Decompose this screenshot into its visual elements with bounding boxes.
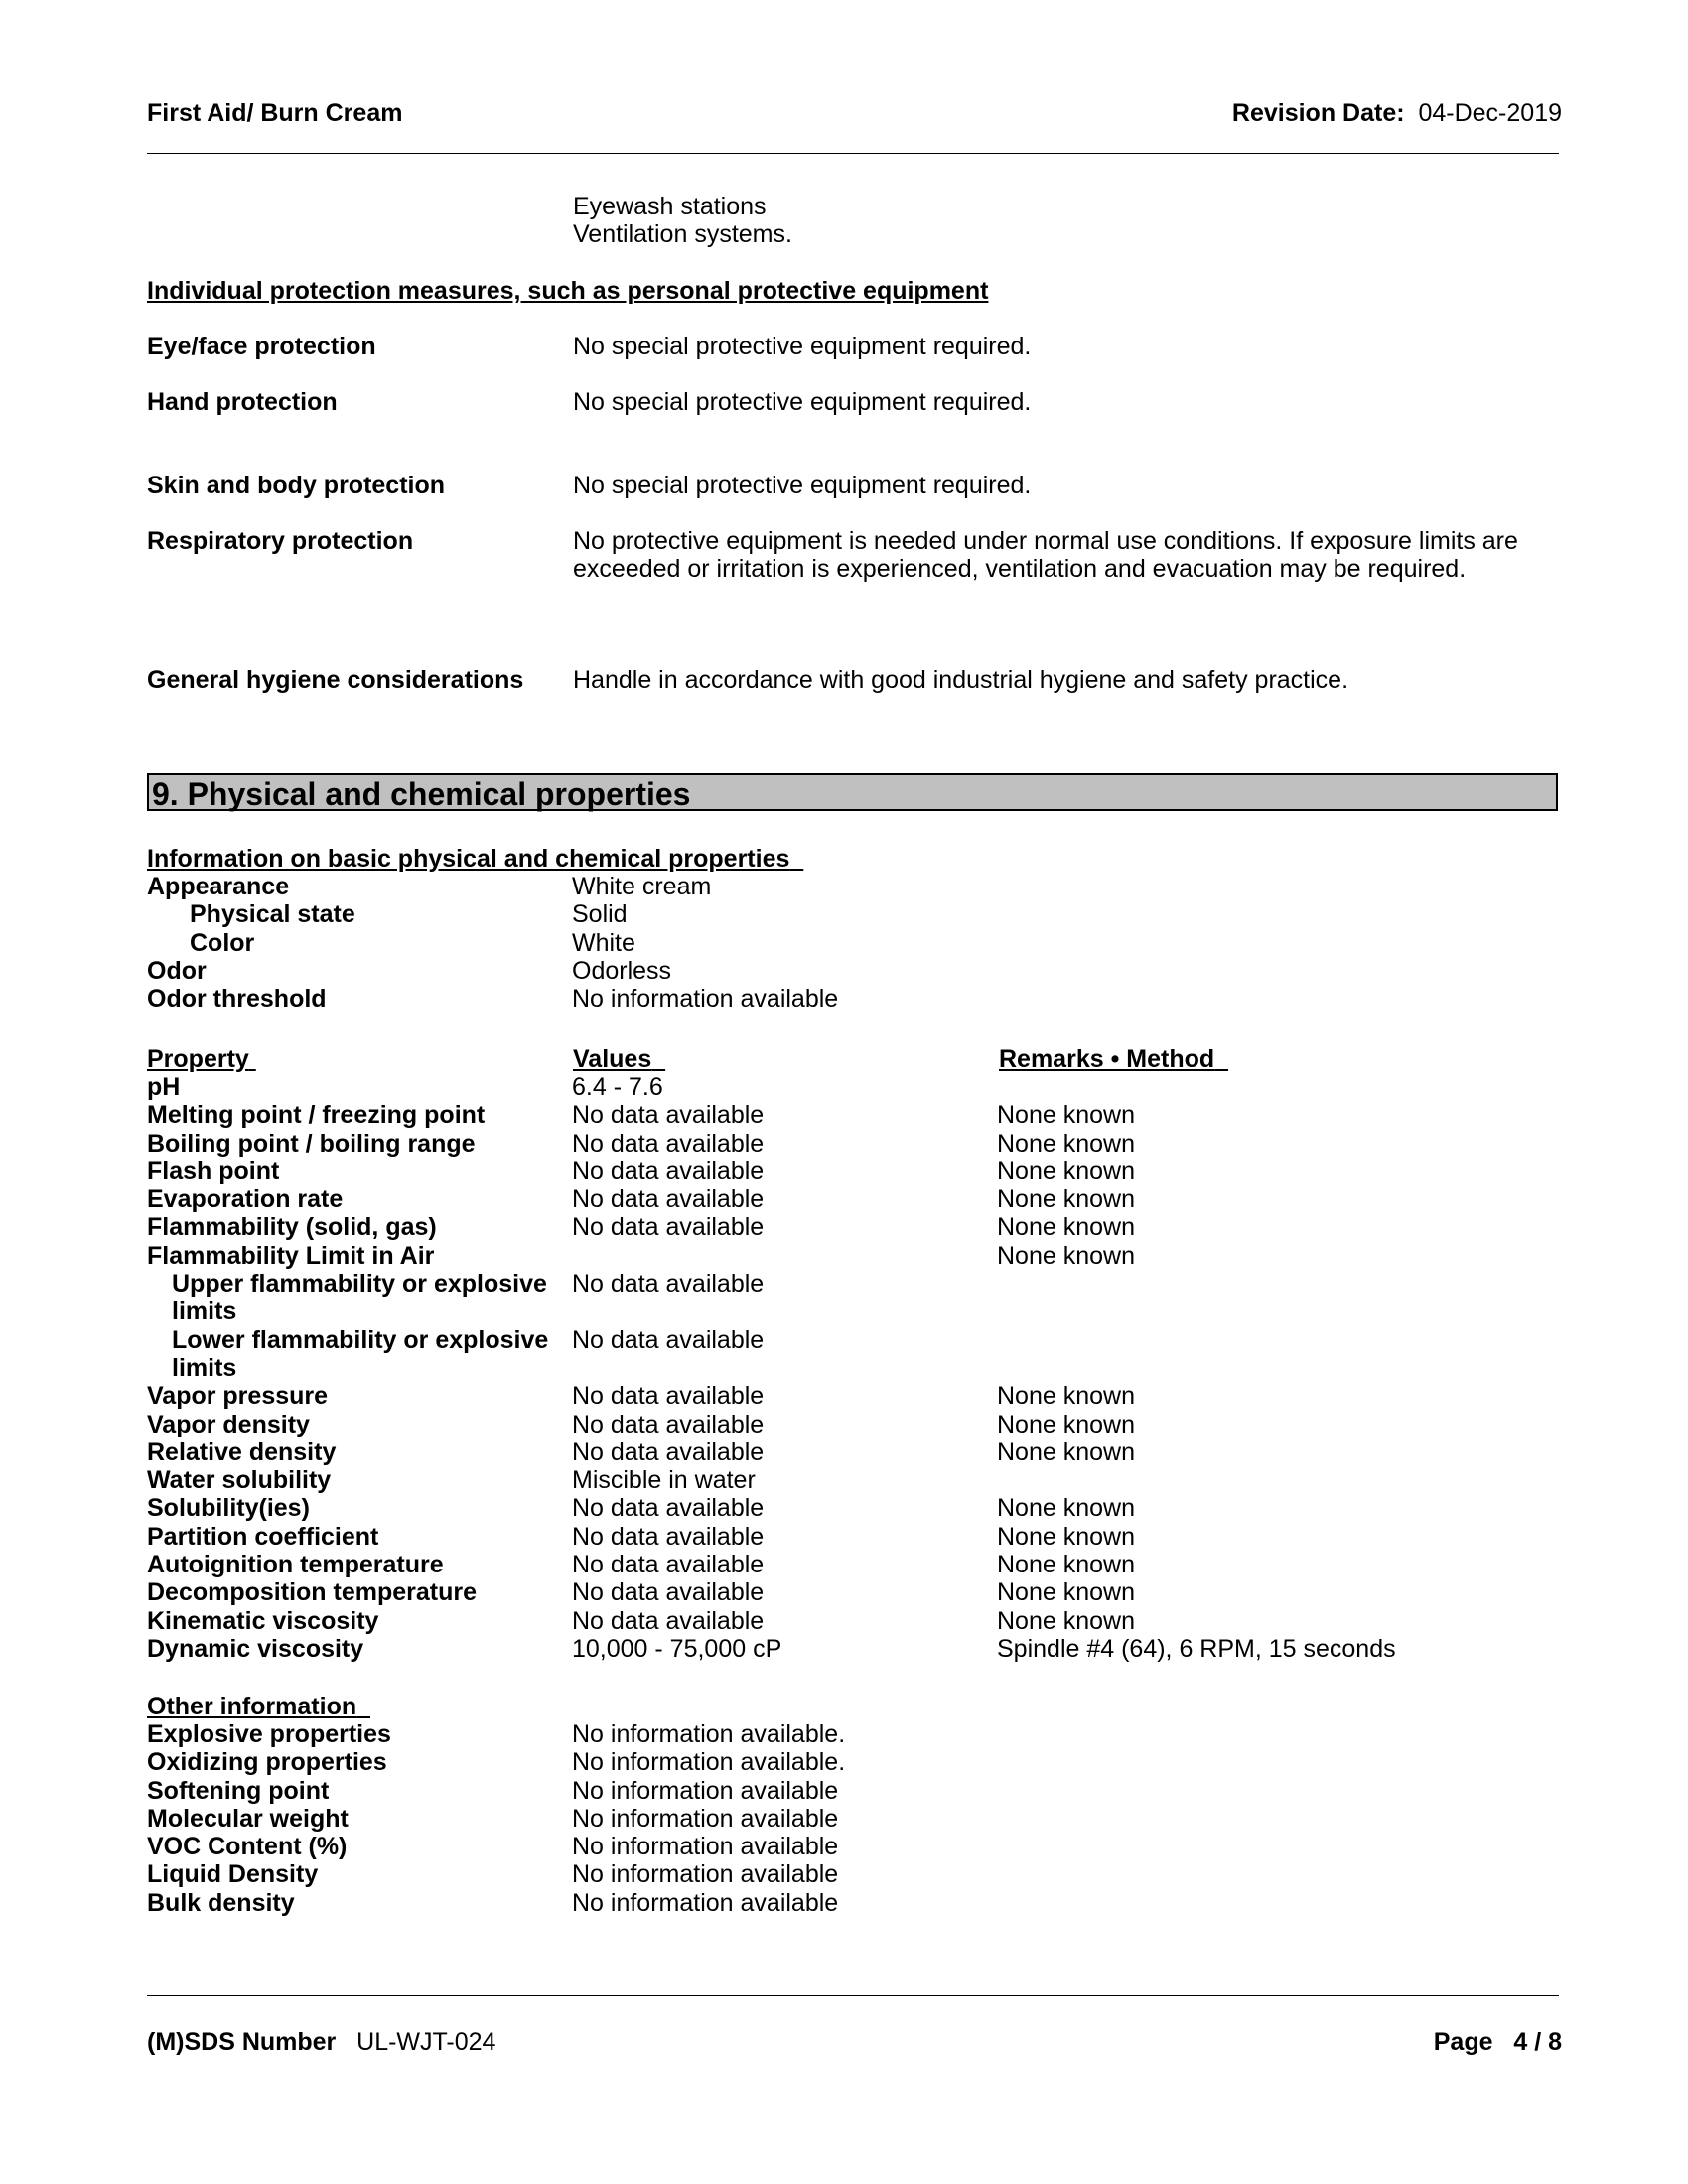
basic-property-value: White <box>572 928 635 957</box>
respiratory-protection-value-1: No protective equipment is needed under normal use conditions. If exposure limits are <box>573 527 1518 555</box>
property-name: Autoignition temperature <box>147 1551 444 1579</box>
property-name: Evaporation rate <box>147 1185 344 1214</box>
sds-label: (M)SDS Number <box>147 2028 337 2056</box>
basic-property-label: Odor threshold <box>147 985 327 1014</box>
property-row <box>147 1158 1537 1185</box>
page-value: 4 / 8 <box>1513 2028 1562 2056</box>
engineering-line-1: Eyewash stations <box>573 193 767 220</box>
page-number <box>1434 2028 1562 2056</box>
property-remark: None known <box>997 1410 1135 1438</box>
other-property-label: Oxidizing properties <box>147 1748 387 1777</box>
property-value: No data available <box>572 1494 765 1523</box>
property-remark: None known <box>997 1129 1135 1158</box>
hand-protection-value: No special protective equipment required. <box>573 388 1032 416</box>
property-remark: None known <box>997 1578 1135 1607</box>
property-row <box>147 1635 1537 1663</box>
property-remark: None known <box>997 1382 1135 1411</box>
property-remark: None known <box>997 1185 1135 1214</box>
property-name: Flash point <box>147 1157 280 1185</box>
section-9-title: 9. Physical and chemical properties <box>152 776 691 812</box>
property-row <box>147 1270 1537 1326</box>
property-row <box>147 1523 1537 1551</box>
revision-date <box>1232 99 1562 127</box>
property-name: pH <box>147 1073 181 1101</box>
property-name: Melting point / freezing point <box>147 1101 486 1130</box>
property-row <box>147 1411 1537 1438</box>
other-property-label: Explosive properties <box>147 1720 391 1748</box>
property-name: Upper flammability or explosive limits <box>172 1270 547 1326</box>
section-9-header <box>147 773 1558 811</box>
other-property-value: No information available. <box>572 1748 846 1777</box>
other-property-label: Molecular weight <box>147 1804 349 1833</box>
property-value: No data available <box>572 1157 765 1185</box>
basic-property-label: Color <box>190 928 255 957</box>
property-value: No data available <box>572 1129 765 1158</box>
col-property-header: Property <box>147 1045 249 1073</box>
property-value: No data available <box>572 1325 765 1354</box>
basic-property-row <box>147 900 1140 928</box>
property-name: Kinematic viscosity <box>147 1606 379 1635</box>
property-name: Partition coefficient <box>147 1522 379 1551</box>
other-property-row <box>147 1720 1140 1748</box>
property-value <box>572 1242 997 1270</box>
other-property-value: No information available <box>572 1804 839 1833</box>
property-row <box>147 1326 1537 1383</box>
property-name: Vapor density <box>147 1410 310 1438</box>
property-row <box>147 1551 1537 1578</box>
other-property-value: No information available <box>572 1888 839 1917</box>
basic-property-value: White cream <box>572 873 712 900</box>
property-name: Dynamic viscosity <box>147 1634 364 1663</box>
other-property-value: No information available <box>572 1833 839 1861</box>
basic-property-row <box>147 873 1140 900</box>
hygiene-label: General hygiene considerations <box>147 666 524 694</box>
basic-property-value: Odorless <box>572 956 672 985</box>
other-info-list <box>147 1720 1140 1917</box>
header-rule <box>147 153 1559 154</box>
property-row <box>147 1101 1537 1129</box>
property-value: No data available <box>572 1437 765 1466</box>
property-name: Decomposition temperature <box>147 1578 478 1607</box>
footer-rule <box>147 1995 1559 1996</box>
property-name: Flammability (solid, gas) <box>147 1213 437 1242</box>
col-values-header: Values <box>573 1045 652 1073</box>
hand-protection-label: Hand protection <box>147 388 338 416</box>
property-row <box>147 1382 1537 1410</box>
property-value: No data available <box>572 1606 765 1635</box>
other-property-label: Bulk density <box>147 1888 295 1917</box>
eye-protection-value: No special protective equipment required. <box>573 333 1032 360</box>
property-value: Miscible in water <box>572 1466 756 1495</box>
product-name: First Aid/ Burn Cream <box>147 99 403 127</box>
property-remark: None known <box>997 1101 1135 1130</box>
skin-protection-label: Skin and body protection <box>147 472 446 499</box>
col-remarks-header: Remarks • Method <box>999 1045 1215 1073</box>
property-name: Water solubility <box>147 1466 332 1495</box>
basic-property-row <box>147 957 1140 985</box>
engineering-line-2: Ventilation systems. <box>573 220 792 248</box>
sds-value: UL-WJT-024 <box>356 2028 496 2056</box>
other-info-heading: Other information <box>147 1693 357 1720</box>
property-value: No data available <box>572 1382 765 1411</box>
property-name: Vapor pressure <box>147 1382 329 1411</box>
property-row <box>147 1242 1537 1270</box>
other-property-row <box>147 1777 1140 1805</box>
revision-label: Revision Date: <box>1231 99 1405 127</box>
property-remark: None known <box>997 1241 1135 1270</box>
basic-property-label: Appearance <box>147 873 290 900</box>
property-remark: None known <box>997 1494 1135 1523</box>
other-property-row <box>147 1833 1140 1860</box>
property-name: Relative density <box>147 1437 337 1466</box>
other-property-row <box>147 1860 1140 1888</box>
basic-property-value: Solid <box>572 900 628 929</box>
respiratory-protection-label: Respiratory protection <box>147 527 414 555</box>
other-property-value: No information available <box>572 1776 839 1805</box>
basic-property-row <box>147 929 1140 957</box>
other-property-row <box>147 1805 1140 1833</box>
property-name: Boiling point / boiling range <box>147 1129 476 1158</box>
property-remark: None known <box>997 1522 1135 1551</box>
property-row <box>147 1607 1537 1635</box>
other-property-label: Softening point <box>147 1776 330 1805</box>
property-value: No data available <box>572 1101 765 1130</box>
basic-properties-list <box>147 873 1140 1013</box>
properties-table <box>147 1073 1537 1663</box>
property-row <box>147 1438 1537 1466</box>
other-property-value: No information available <box>572 1860 839 1889</box>
basic-property-row <box>147 985 1140 1013</box>
other-property-row <box>147 1748 1140 1776</box>
basic-property-label: Odor <box>147 956 207 985</box>
property-value: No data available <box>572 1551 765 1579</box>
ppe-heading: Individual protection measures, such as personal protective equipment <box>147 277 989 305</box>
other-property-label: Liquid Density <box>147 1860 319 1889</box>
basic-property-value: No information available <box>572 985 839 1014</box>
property-value: No data available <box>572 1213 765 1242</box>
property-remark: None known <box>997 1157 1135 1185</box>
property-row <box>147 1494 1537 1522</box>
property-value: No data available <box>572 1410 765 1438</box>
property-name: Solubility(ies) <box>147 1494 310 1523</box>
other-property-label: VOC Content (%) <box>147 1833 348 1861</box>
property-value: No data available <box>572 1185 765 1214</box>
property-value: No data available <box>572 1578 765 1607</box>
respiratory-protection-value-2: exceeded or irritation is experienced, ventilation and evacuation may be required. <box>573 555 1467 583</box>
property-row <box>147 1213 1537 1241</box>
property-name: Flammability Limit in Air <box>147 1241 435 1270</box>
property-name: Lower flammability or explosive limits <box>172 1325 549 1382</box>
basic-property-label: Physical state <box>190 900 355 929</box>
property-remark: None known <box>997 1213 1135 1242</box>
sds-number <box>147 2028 495 2056</box>
property-remark: None known <box>997 1437 1135 1466</box>
property-remark: None known <box>997 1551 1135 1579</box>
property-row <box>147 1073 1537 1101</box>
page-label: Page <box>1433 2028 1493 2056</box>
basic-properties-heading: Information on basic physical and chemical properties <box>147 845 790 873</box>
hygiene-value: Handle in accordance with good industrial hygiene and safety practice. <box>573 666 1349 694</box>
property-row <box>147 1466 1537 1494</box>
property-value: 10,000 - 75,000 cP <box>572 1634 782 1663</box>
eye-protection-label: Eye/face protection <box>147 333 376 360</box>
revision-value: 04-Dec-2019 <box>1418 99 1562 127</box>
other-property-row <box>147 1889 1140 1917</box>
property-value: 6.4 - 7.6 <box>572 1073 663 1101</box>
skin-protection-value: No special protective equipment required. <box>573 472 1032 499</box>
property-remark: None known <box>997 1606 1135 1635</box>
other-property-value: No information available. <box>572 1720 846 1748</box>
property-row <box>147 1578 1537 1606</box>
property-row <box>147 1185 1537 1213</box>
property-remark: Spindle #4 (64), 6 RPM, 15 seconds <box>997 1634 1396 1663</box>
property-row <box>147 1130 1537 1158</box>
property-value: No data available <box>572 1522 765 1551</box>
property-value: No data available <box>572 1270 765 1298</box>
